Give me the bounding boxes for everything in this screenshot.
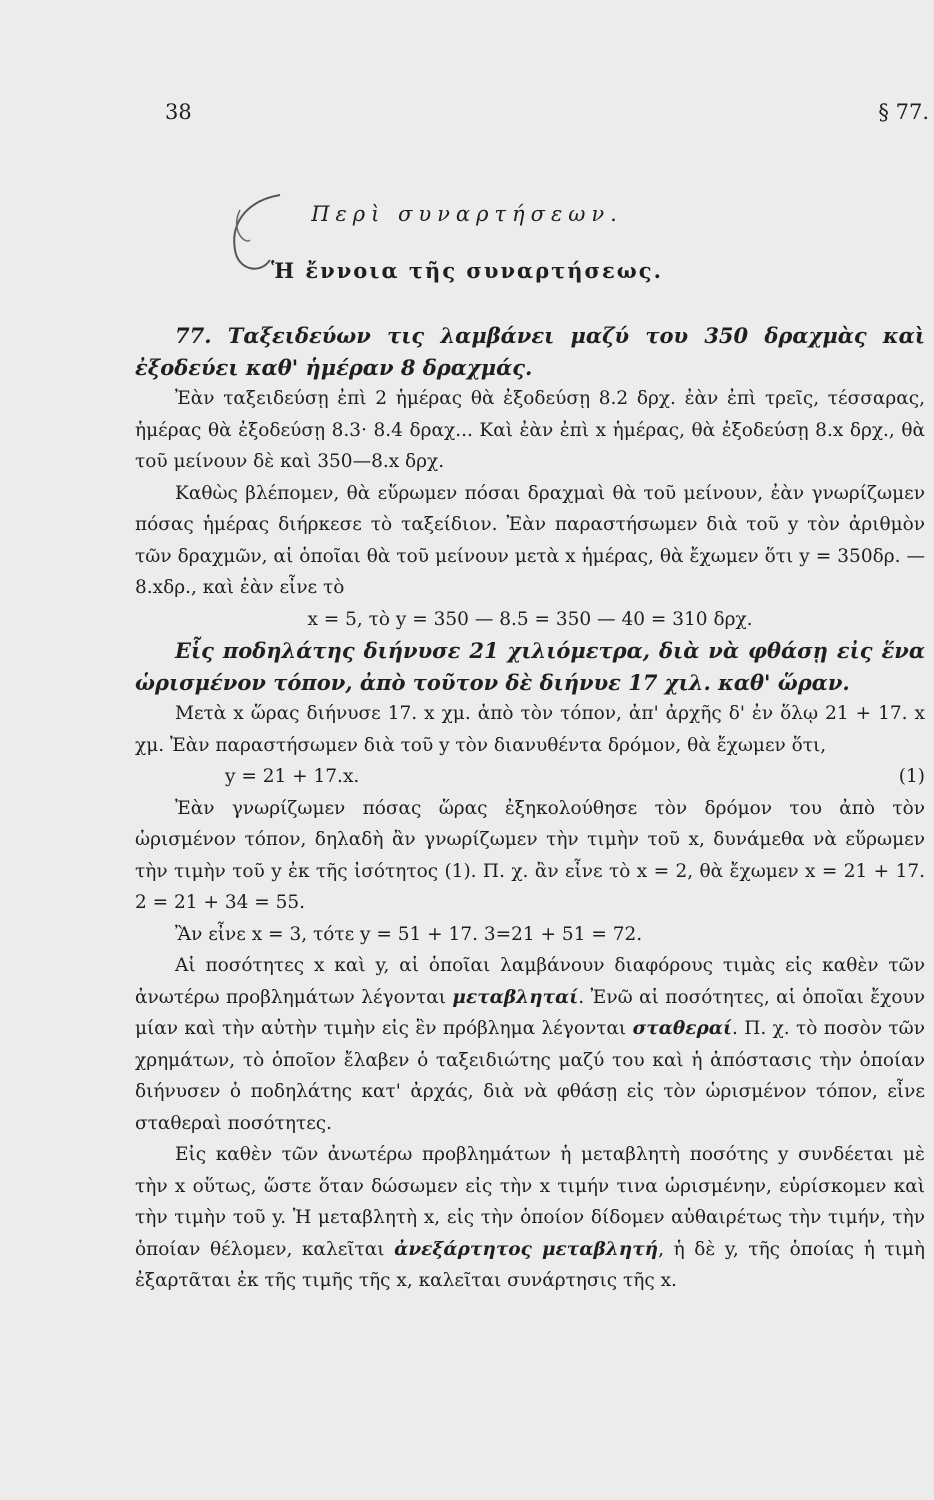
section-title: Περὶ συναρτήσεων. xyxy=(311,202,623,226)
paragraph xyxy=(135,950,925,1139)
subsection-title: Ἡ ἔννοια τῆς συναρτήσεως. xyxy=(271,258,663,283)
paragraph: Ἂν εἶνε x = 3, τότε y = 51 + 17. 3=21 + 51 = 72. xyxy=(175,923,643,945)
paragraph: Ἐὰν γνωρίζωμεν πόσας ὥρας ἐξηκολούθησε τὸν δρόμον του ἀπὸ τὸν ὡρισμένον τόπον, δηλαδὴ ἂν γνωρίζωμεν τὴν τιμὴν τοῦ x, δυνάμεθα νὰ εὕρωμεν τὴν τιμὴν τοῦ y ἐκ τῆς ἰσότητος (1). Π. χ. ἂν εἶνε τὸ x = 2, θὰ ἔχωμεν x = 21 + 17. 2 = 21 + 34 = 55. xyxy=(135,797,925,913)
body-text xyxy=(135,320,925,1297)
page-number: 38 xyxy=(165,100,192,124)
problem-heading-cyclist: Εἷς ποδηλάτης διήνυσε 21 χιλιόμετρα, διὰ νὰ φθάσῃ εἰς ἕνα ὡρισμένον τόπον, ἀπὸ τοῦτον δὲ διήνυε 17 χιλ. καθ' ὥραν. xyxy=(135,638,925,695)
text-run: . Ἐνῶ αἱ ποσότητες, αἱ ὁποῖαι ἔχουν μίαν καὶ τὴν αὐτὴν τιμὴν εἰς ἓν πρόβλημα λέγονται xyxy=(135,986,925,1039)
equation-line xyxy=(135,761,925,793)
text-run: Αἱ ποσότητες x καὶ y, αἱ ὁποῖαι λαμβάνουν διαφόρους τιμὰς εἰς καθὲν τῶν ἀνωτέρω προβλημάτων λέγονται xyxy=(135,955,925,1008)
equation: x = 5, τὸ y = 350 — 8.5 = 350 — 40 = 310 δρχ. xyxy=(307,608,753,630)
text-run: Εἰς καθὲν τῶν ἀνωτέρω προβλημάτων ἡ μεταβλητὴ ποσότης y συνδέεται μὲ τὴν x οὕτως, ὥστε ὅταν δώσωμεν εἰς τὴν x τιμήν τινα ὡρισμένην, εὑρίσκομεν καὶ τὴν τιμὴν τοῦ y. Ἡ μεταβλητὴ x, εἰς τὴν ὁποίον δίδομεν αὐθαιρέτως τὴν τιμήν, τὴν ὁποίαν θέλομεν, καλεῖται xyxy=(135,1144,925,1260)
text-run: . Π. χ. τὸ ποσὸν τῶν χρημάτων, τὸ ὁποῖον ἔλαβεν ὁ ταξειδιώτης μαζύ του καὶ ἡ ἀπόστασις τὴν ὁποίαν διήνυσεν ὁ ποδηλάτης κατ' ἀρχάς, διὰ νὰ φθάσῃ εἰς τὸν ὡρισμένον τόπον, εἶνε σταθεραὶ ποσότητες. xyxy=(135,1018,925,1134)
paragraph xyxy=(135,1139,925,1297)
paragraph: Ἐὰν ταξειδεύσῃ ἐπὶ 2 ἡμέρας θὰ ἐξοδεύσῃ 8.2 δρχ. ἐὰν ἐπὶ τρεῖς, τέσσαρας, ἡμέρας θὰ ἐξοδεύσῃ 8.3· 8.4 δραχ... Καὶ ἐὰν ἐπὶ x ἡμέρας, θὰ ἐξοδεύσῃ 8.x δρχ., θὰ τοῦ μείνουν δὲ καὶ 350—8.x δρχ. xyxy=(135,388,925,472)
term-variables: μεταβληταί xyxy=(452,986,579,1008)
paragraph: Μετὰ x ὥρας διήνυσε 17. x χμ. ἀπὸ τὸν τόπον, ἀπ' ἀρχῆς δ' ἐν ὅλῳ 21 + 17. x χμ. Ἐὰν παραστήσωμεν διὰ τοῦ y τὸν διανυθέντα δρόμον, θὰ ἔχωμεν ὅτι, xyxy=(135,703,925,756)
paragraph: Καθὼς βλέπομεν, θὰ εὕρωμεν πόσαι δραχμαὶ θὰ τοῦ μείνουν, ἐὰν γνωρίζωμεν πόσας ἡμέρας διήρκεσε τὸ ταξείδιον. Ἐὰν παραστήσωμεν διὰ τοῦ y τὸν ἀριθμὸν τῶν δραχμῶν, αἱ ὁποῖαι θὰ τοῦ μείνουν μετὰ x ἡμέρας, θὰ ἔχωμεν ὅτι y = 350δρ. — 8.xδρ., καὶ ἐὰν εἶνε τὸ xyxy=(135,482,925,598)
section-reference: § 77. xyxy=(878,100,929,124)
term-independent-variable: ἀνεξάρτητος μεταβλητή xyxy=(394,1238,659,1260)
term-constants: σταθεραί xyxy=(632,1018,732,1039)
problem-heading-77: 77. Ταξειδεύων τις λαμβάνει μαζύ του 350 δραχμὰς καὶ ἐξοδεύει καθ' ἡμέραν 8 δραχμάς. xyxy=(135,323,925,380)
equation-number: (1) xyxy=(898,766,925,787)
equation: y = 21 + 17.x. xyxy=(225,766,360,787)
text-run: , ἡ δὲ y, τῆς ὁποίας ἡ τιμὴ ἐξαρτᾶται ἐκ τῆς τιμῆς τῆς x, καλεῖται συνάρτησις τῆς x. xyxy=(135,1238,925,1291)
page-header xyxy=(165,100,929,130)
